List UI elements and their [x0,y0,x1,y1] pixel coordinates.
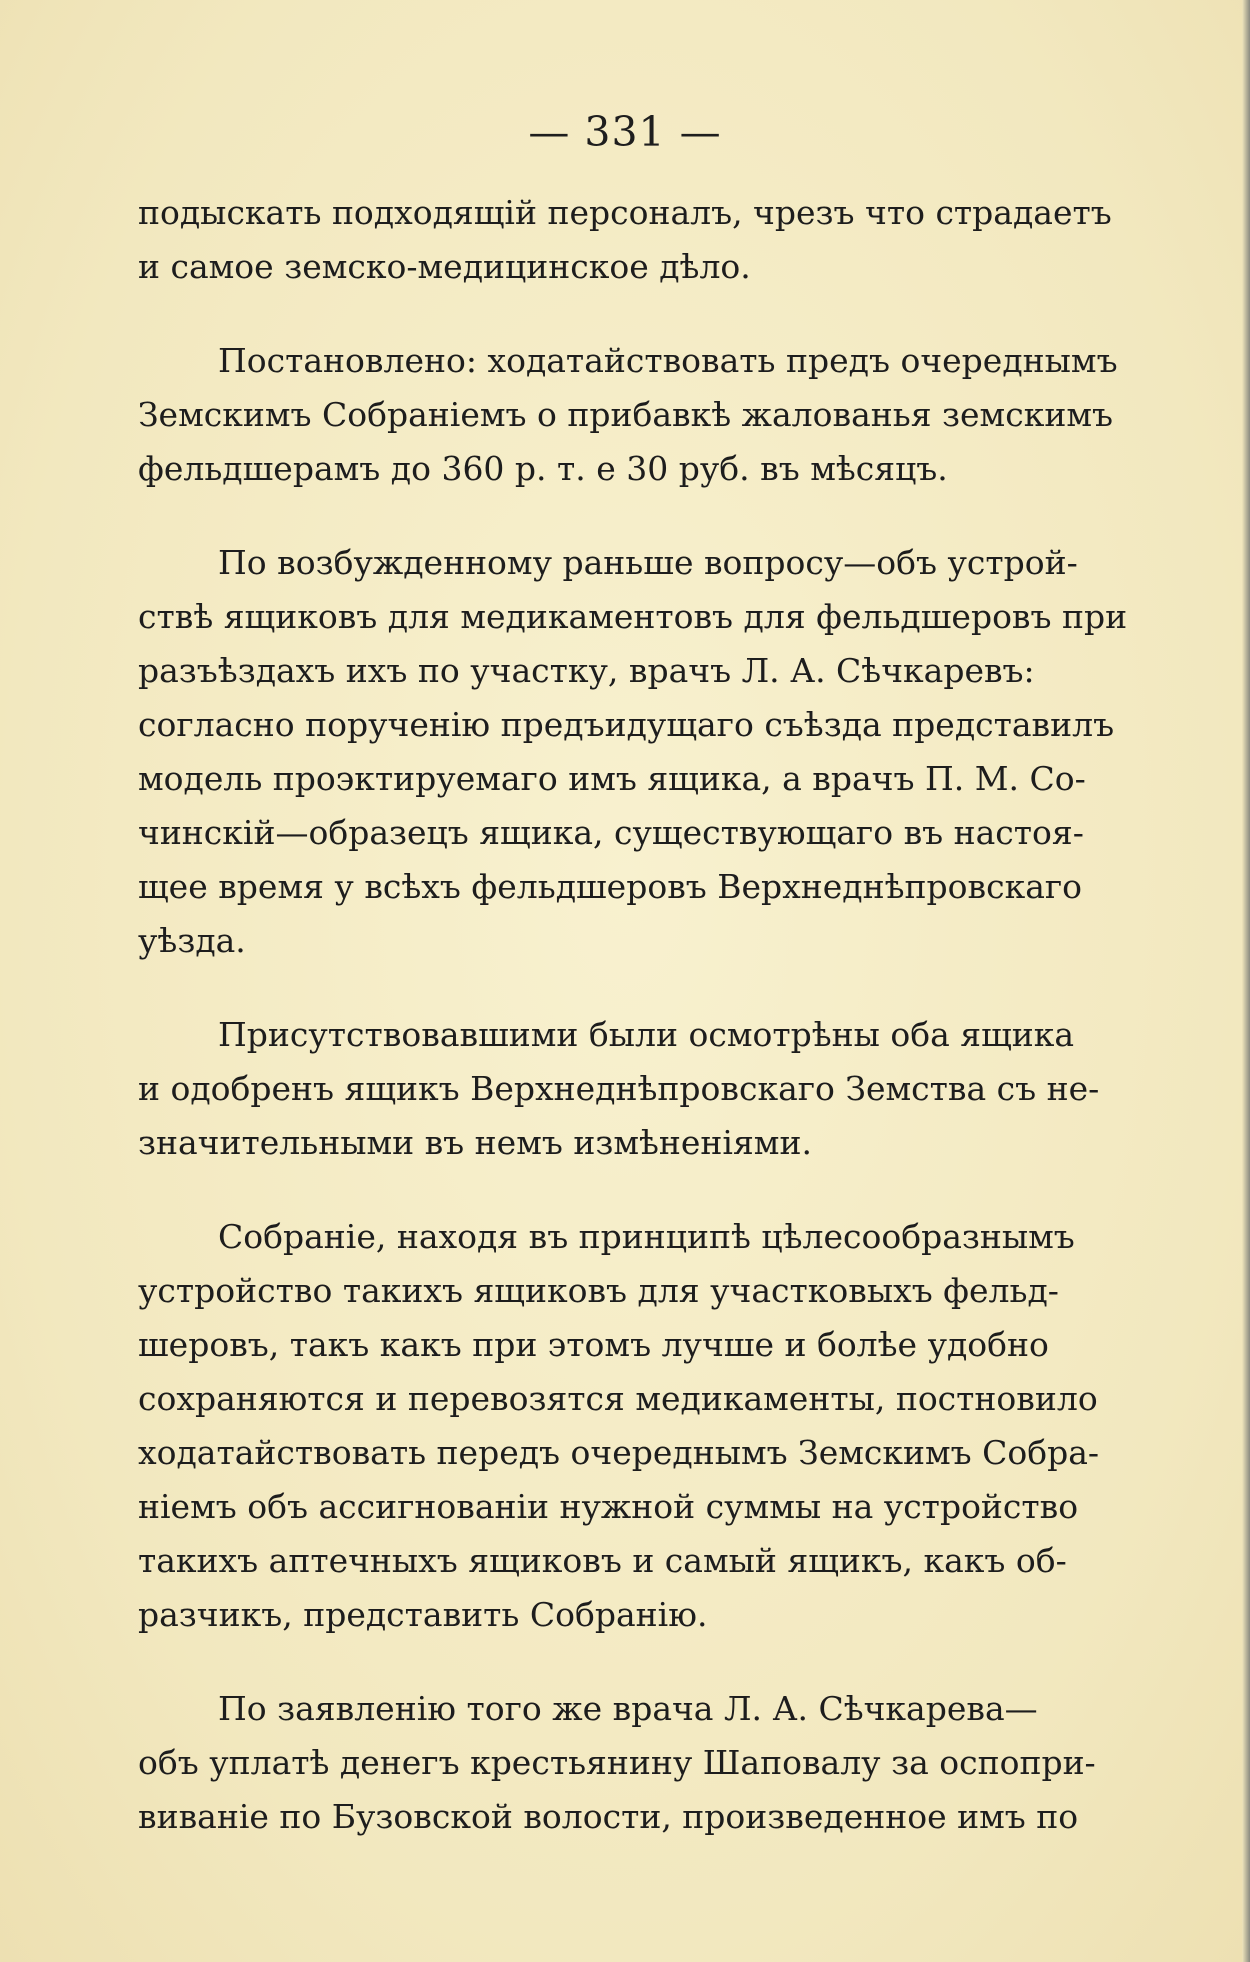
text-line: и самое земско-медицинское дѣло. [138,247,751,286]
text-line: ніемъ объ ассигнованіи нужной суммы на устройство [138,1487,1079,1526]
text-line: объ уплатѣ денегъ крестьянину Шаповалу за оспопри- [138,1743,1096,1782]
text-line: Собраніе, находя въ принципѣ цѣлесообразнымъ [218,1217,1075,1256]
paragraph-assembly-decision [138,1210,1100,1642]
text-line: подыскать подходящій персоналъ, чрезъ что страдаетъ [138,193,1112,232]
text-line: чинскій—образецъ ящика, существующаго въ настоя- [138,813,1084,852]
text-line: модель проэктируемаго имъ ящика, а врачъ П. М. Со- [138,759,1086,798]
paragraph-resolution-salary [138,334,1118,496]
text-line: щее время у всѣхъ фельдшеровъ Верхнеднѣпровскаго [138,867,1083,906]
paragraph-continuation [138,186,1112,294]
body-text [138,186,1128,1844]
paragraph-payment [138,1682,1096,1844]
text-line: значительными въ немъ измѣненіями. [138,1123,812,1162]
text-line: ствѣ ящиковъ для медикаментовъ для фельдшеровъ при [138,597,1128,636]
page-edge [1242,0,1250,1962]
text-line: разъѣздахъ ихъ по участку, врачъ Л. А. Сѣчкаревъ: [138,651,1035,690]
paragraph-inspection [138,1008,1100,1170]
text-line: фельдшерамъ до 360 р. т. е 30 руб. въ мѣсяцъ. [138,449,948,488]
text-line: сохраняются и перевозятся медикаменты, постновило [138,1379,1098,1418]
text-line: Присутствовавшими были осмотрѣны оба ящика [218,1015,1075,1054]
text-line: такихъ аптечныхъ ящиковъ и самый ящикъ, какъ об- [138,1541,1067,1580]
page-number: — 331 — [528,108,722,156]
text-line: согласно порученію предъидущаго съѣзда представилъ [138,705,1115,744]
text-line: разчикъ, представить Собранію. [138,1595,708,1634]
text-line: Постановлено: ходатайствовать предъ очереднымъ [218,341,1118,380]
text-line: и одобренъ ящикъ Верхнеднѣпровскаго Земства съ не- [138,1069,1100,1108]
text-line: По заявленію того же врача Л. А. Сѣчкарева— [218,1689,1038,1728]
text-line: шеровъ, такъ какъ при этомъ лучше и болѣе удобно [138,1325,1049,1364]
text-line: Земскимъ Собраніемъ о прибавкѣ жалованья земскимъ [138,395,1113,434]
text-line: По возбужденному раньше вопросу—объ устрой- [218,543,1078,582]
text-line: виваніе по Бузовской волости, произведенное имъ по [138,1797,1079,1836]
text-line: устройство такихъ ящиковъ для участковыхъ фельд- [138,1271,1059,1310]
paragraph-medicine-boxes [138,536,1128,968]
text-line: уѣзда. [138,921,246,960]
text-line: ходатайствовать передъ очереднымъ Земскимъ Собра- [138,1433,1100,1472]
